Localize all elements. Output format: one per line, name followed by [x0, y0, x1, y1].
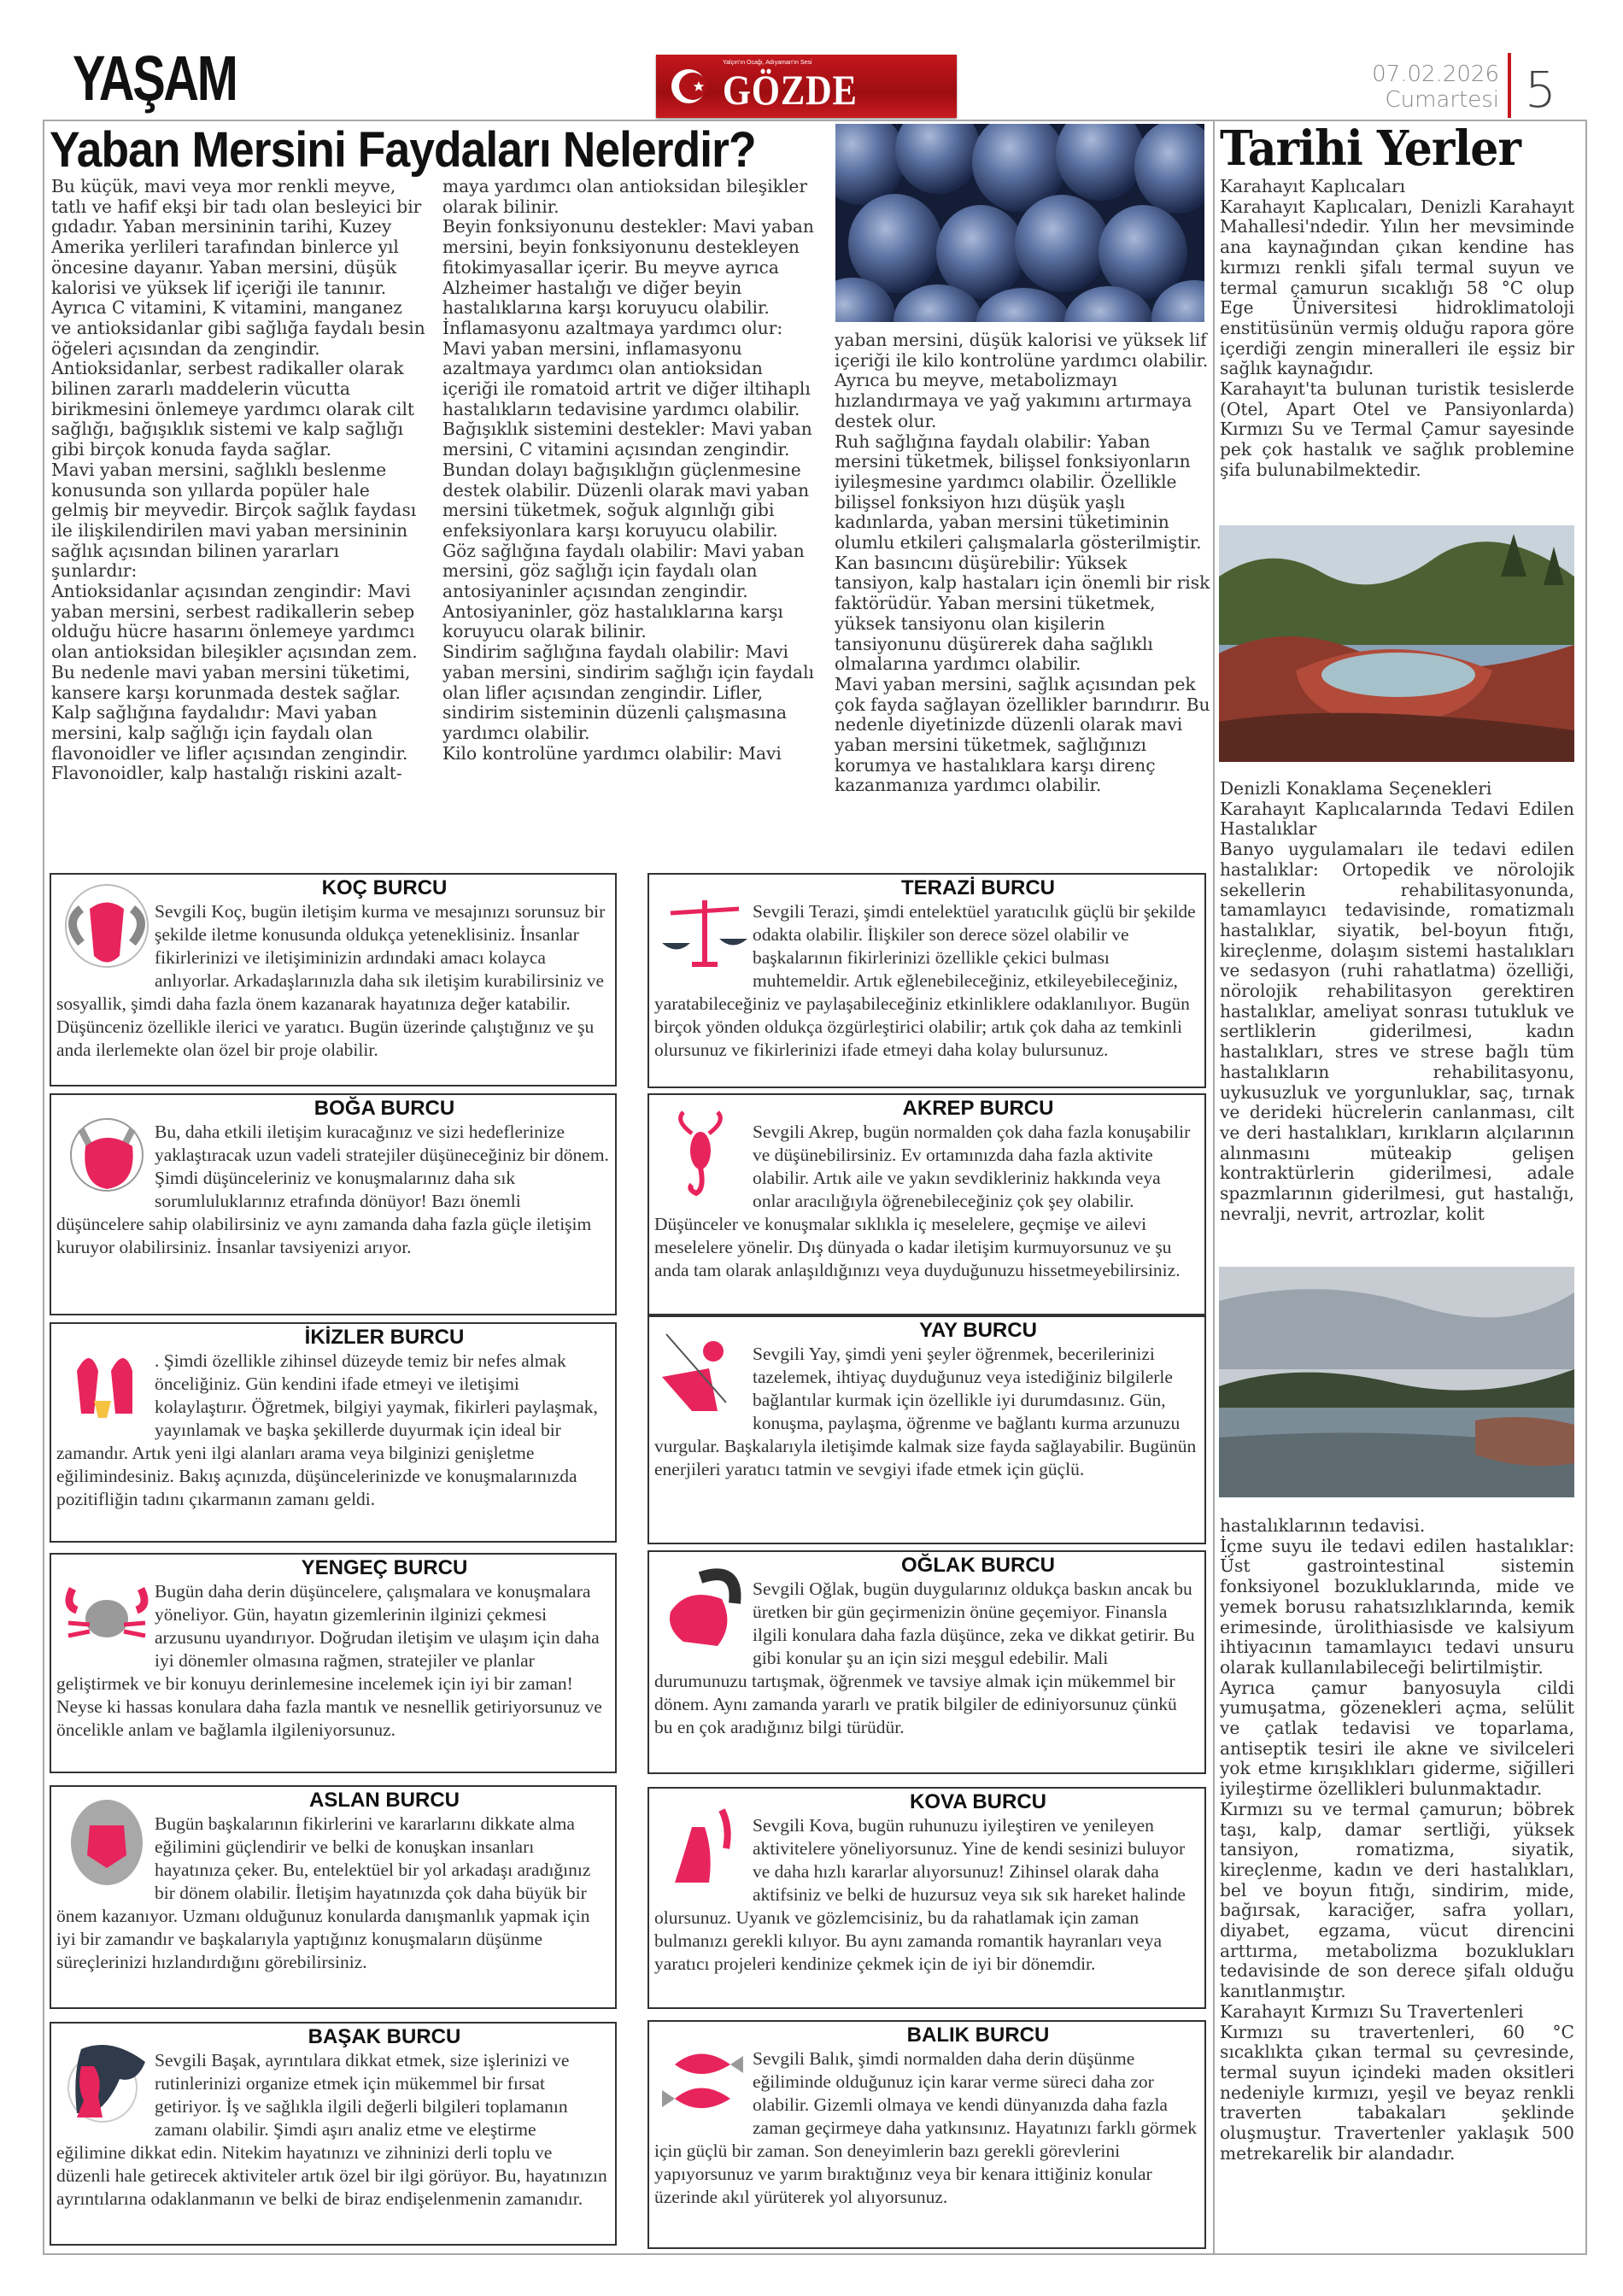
sidebar-text-3: hastalıklarının tedavisi. İçme suyu ile tedavi edilen hastalıklar: Üst gastrointestinal sistemin fonksiyonel bozukluklarında, mide ve yemek borusu rahatsızlıklarında, kemik erimesinde, ürolithiasisde ve kalsiyum ihtiyacının tamamlayıcı tedavi unsuru olarak kullanılabileceği belirtilmiştir. Ayrıca çamur banyosuyla cildi yumuşatma, gözenekleri açma, selülit ve çatlak tedavisi ve toparlama, antiseptik tesiri ile akne ve sivilceleri yok etme kırışıklıkları giderme, siğilleri iyileştirme özellikleri bulunmaktadır. Kırmızı su ve termal çamurun; böbrek taşı, kalp, damar sertliği, yüksek tansiyon, romatizma, siyatik, kireçlenme, kadın ve deri hastalıkları, bel ve boyun fıtığı, sindirim, mide, bağırsak, karaciğer, safra yolları, diyabet, egzama, vücut direncini arttırma, metabolizma bozuklukları tedavisinde de son derece şifalı olduğu kanıtlanmıştır. Karahayıt Kırmızı Su Travertenleri Kırmızı su travertenleri, 60 °C sıcaklıkta çıkan termal su çevresinde, termal suyun içindeki maden oksitleri nedeniyle kırmızı, yeşil ve beyaz renkli traverten tabakaları şeklinde oluşmuştur. Travertenler yaklaşık 500 metrekarelik bir alandadır.	[1220, 1515, 1574, 2164]
sidebar-text-1: Karahayıt Kaplıcaları Karahayıt Kaplıcaları, Denizli Karahayıt Mahallesi'ndedir. Yılın her mevsiminde ana kaynağından çıkan kendine has kırmızı renkli şifalı termal suyun ve termal çamurun sıcaklığı 58 °C olup Ege Üniversitesi hidroklimatoloji enstitüsünün vermiş olduğu rapora göre içerdiği zengin mineralleri ile eşsiz bir sağlık kaynağıdır. Karahayıt'ta bulunan turistik tesislerde (Otel, Apart Otel ve Pansiyonlarda) Kırmızı Su ve Termal Çamur sayesinde pek çok hastalık ve sağlık problemine şifa bulunabilmektedir.	[1220, 176, 1574, 480]
horoscope-title: AKREP BURCU	[902, 1097, 1054, 1120]
horoscope-box	[647, 1093, 1206, 1315]
horoscope-box	[50, 2022, 617, 2246]
sidebar-headline: Tarihi Yerler	[1220, 120, 1521, 177]
horoscope-title: İKİZLER BURCU	[304, 1326, 465, 1349]
horoscope-text: Sevgili Terazi, şimdi entelektüel yaratıcılık güçlü bir şekilde odakta olabilir. İlişkiler son derece sözel olabilir ve başkalarının fikirlerinizi özellikle çekici bulması muhtemeldir. Artık eğlenebileceğiniz, etkileyebileceğiniz, yaratabileceğiniz ve paylaşabileceğiniz etkinliklere odaklanılıyor. Bugün birçok yönden oldukça özgürleştirici olabilir; artık çok daha az temkinli olursunuz ve fikirlerinizi ifade etmeyi daha kolay bulursunuz.	[654, 901, 1196, 1060]
horoscope-text: Bugün başkalarının fikirlerini ve kararlarını dikkate alma eğilimini güçlendirir ve belki de konuşkan insanları hayatınıza çeker. Bu, entelektüel bir yol arkadaşı aradığınız bir dönem olabilir. İletişim hayatınızda çok daha büyük bir önem kazanıyor. Uzmanı olduğunuz konularda danışmanlık yapmak için iyi bir zamandır ve başkalarıyla yaptığınız konuşmaların düşünme süreçlerinizi hızlandırdığını görebilirsiniz.	[56, 1813, 591, 1972]
horoscope-text: Sevgili Akrep, bugün normalden çok daha fazla konuşabilir ve düşünebilirsiniz. Ev ortamınızda daha fazla aktivite olabilir. Artık aile ve yakın sevdikleriniz hakkında veya onlar aracılığıyla öğrenebileceğiniz çok şey olabilir. Düşünceler ve konuşmalar sıklıkla iç meselelere, geçmişe ve ailevi meselelere yönelir. Dış dünyada o kadar iletişim kurmuyorsunuz ve şu anda tam olarak anlaşıldığınızı veya duyduğunuzu hissetmeyebilirsiniz.	[654, 1122, 1191, 1280]
horoscope-title: BAŞAK BURCU	[308, 2025, 461, 2048]
horoscope-box	[647, 873, 1206, 1088]
horoscope-title: YAY BURCU	[919, 1319, 1037, 1342]
date-divider	[1508, 53, 1511, 118]
horoscope-content	[56, 876, 610, 1083]
horoscope-title: BOĞA BURCU	[313, 1097, 455, 1120]
article-column-3: yaban mersini, düşük kalorisi ve yüksek lif içeriği ile kilo kontrolüne yardımcı olabilir. Ayrıca bu meyve, metabolizmayı hızlandırmaya ve yağ yakımını artırmaya destek olur. Ruh sağlığına faydalı olabilir: Yaban mersini tüketmek, bilişsel fonksiyonların iyileşmesine yardımcı olabilir. Özellikle bilişsel fonksiyon hızı düşük yaşlı kadınlarda, yaban mersini tüketiminin olumlu etkileri çalışmalarla gösterilmiştir. Kan basıncını düşürebilir: Yüksek tansiyon, kalp hastaları için önemli bir risk faktörüdür. Yaban mersini tüketmek, yüksek tansiyonu olan kişilerin tansiyonunu düşürerek daha sağlıklı olmalarına yardımcı olabilir. Mavi yaban mersini, sağlık açısından pek çok fayda sağlayan özellikler barındırır. Bu nedenle diyetinizde düzenli olarak mavi yaban mersini tüketmek, sağlığınızı korumya ve hastalıklara karşı direnç kazanmanıza yardımcı olabilir.	[835, 330, 1210, 796]
horoscope-content	[654, 2024, 1199, 2246]
horoscope-title: TERAZİ BURCU	[901, 876, 1055, 899]
horoscope-content	[56, 1097, 610, 1312]
weekday-text: Cumartesi	[1385, 87, 1499, 113]
horoscope-box	[647, 1787, 1206, 2009]
horoscope-text: Sevgili Koç, bugün iletişim kurma ve mesajınızı sorunsuz bir şekilde iletme konusunda oldukça yeteneklisiniz. İnsanlar fikirlerinizi ve iletişiminizin ardındaki amacı kolayca anlıyorlar. Arkadaşlarınızla daha sık iletişim kurabilirsiniz ve sosyallik, şimdi daha fazla önem kazanarak hayatınıza değer katabilir. Düşünceniz özellikle ilerici ve yaratıcı. Bugün üzerinde çalıştığınız ve şu anda ilerlemekte olan özel bir proje olabilir.	[56, 901, 606, 1060]
horoscope-text: Sevgili Oğlak, bugün duygularınız oldukça baskın ancak bu üretken bir gün geçirmenizin önüne geçemiyor. Finansla ilgili konulara daha fazla düşünce, zeka ve dikkat getirir. Bu gibi konular şu an için sizi meşgul edebilir. Mali durumunuzu tartışmak, öğrenmek ve tavsiye almak için mükemmel bir dönem. Aynı zamanda yararlı ve pratik bilgiler de ediniyorsunuz çünkü bu en çok aradığınız bilgi türüdür.	[654, 1578, 1195, 1737]
thermal-pool-image	[1219, 1267, 1574, 1497]
horoscope-content	[654, 1097, 1199, 1312]
horoscope-text: Sevgili Yay, şimdi yeni şeyler öğrenmek, becerilerinizi tazelemek, ihtiyaç duyduğunuz veya istediğiniz bilgilerle bağlantılar kurmak için özellikle iyi durumdasınız. Gün, konuşma, paylaşma, öğrenme ve bağlantı kurma arzunuzu vurgular. Başkalarıyla iletişimde kalmak size fayda sağlayabilir. Bugünün enerjileri yaratıcı tatmin ve sevgiyi ifade etmek için güçlü.	[654, 1344, 1197, 1479]
horoscope-content	[56, 1556, 610, 1770]
logo-tagline: Yalçın'ın Ocağı, Adıyaman'ın Sesi	[723, 60, 812, 66]
horoscope-box	[50, 1322, 617, 1543]
horoscope-title: KOVA BURCU	[910, 1790, 1046, 1813]
horoscope-text: Sevgili Başak, ayrıntılara dikkat etmek, size işlerinizi ve rutinlerinizi organize etmek için mükemmel bir fırsat getiriyor. İş ve sağlıkla ilgili değerli bilgileri toplamanın zamanı olabilir. Şimdi aşırı analiz etme ve eleştirme eğilimine dikkat edin. Nitekim hayatınızı ve zihninizi derli toplu ve düzenli hale getirecek aktiviteler artık özel bir ilgi görüyor. Bu, hayatınızın ayrıntılarına odaklanmanın ve belki de biraz endişelenmenin zamanıdır.	[56, 2050, 607, 2209]
column-divider	[1213, 120, 1215, 2255]
travertine-photo	[1219, 525, 1574, 762]
sidebar-text-2: Denizli Konaklama Seçenekleri Karahayıt Kaplıcalarında Tedavi Edilen Hastalıklar Banyo uygulamaları ile tedavi edilen hastalıklar: Ortopedik ve nörolojik sekellerin rehabilitasyonunda, tamamlayıcı tedavisinde, romatizmalı hastalıklar, siyatik, bel-boyun fıtığı, kireçlenme, dolaşım sistemi hastalıkları ve sedasyon (ruhi rahatlatma) özelliği, nörolojik rehabilitasyon gerektiren hastalıklar, ameliyat sonrası tutukluk ve sertliklerin giderilmesi, kadın hastalıkları, stres ve strese bağlı tüm hastalıkların rehabilitasyonu, uykusuzluk ve yorgunluklar, saç, tırnak ve derideki hücrelerin canlanması, cilt ve deri hastalıkları, kırıkların alçılarının alınmasını müteakip gelişen kontraktürlerin giderilmesi, adale spazmlarının giderilmesi, gut hastalığı, nevralji, nevrit, artrozlar, kolit	[1220, 778, 1574, 1224]
horoscope-box	[647, 1315, 1206, 1544]
horoscope-title: ASLAN BURCU	[309, 1789, 460, 1812]
horoscope-box	[647, 1550, 1206, 1774]
newspaper-logo[interactable]	[656, 55, 957, 118]
crescent-star-icon	[668, 65, 711, 108]
horoscope-text: Sevgili Balık, şimdi normalden daha derin düşünme eğiliminde olduğunuz için karar verme süreci daha zor olabilir. Gizemli olmaya ve kendi dünyanızda daha fazla zaman geçirmeye daha yatkınsınız. Hayatınızı farklı görmek için güçlü bir zaman. Son deneyimlerin bazı gerekli görevlerini yapıyorsunuz ve yarım bıraktığınız veya bir kenara ittiğiniz konular üzerinde akıl yürüterek yol alıyorsunuz.	[654, 2048, 1197, 2207]
horoscope-box	[647, 2020, 1206, 2249]
article-column-2: maya yardımcı olan antioksidan bileşikler olarak bilinir. Beyin fonksiyonunu destekler: Mavi yaban mersini, beyin fonksiyonunu destekleyen fitokimyasallar içerir. Bu meyve ayrıca Alzheimer hastalığı ve diğer beyin hastalıklarına karşı koruyucu olabilir. İnflamasyonu azaltmaya yardımcı olur: Mavi yaban mersini, inflamasyonu azaltmaya yardımcı olan antioksidan içeriği ile romatoid artrit ve diğer iltihaplı hastalıkların tedavisine yardımcı olabilir. Bağışıklık sistemini destekler: Mavi yaban mersini, C vitamini açısından zengindir. Bundan dolayı bağışıklığın güçlenmesine destek olabilir. Düzenli olarak mavi yaban mersini tüketmek, soğuk algınlığı gibi enfeksiyonlara karşı koruyucu olabilir. Göz sağlığına faydalı olabilir: Mavi yaban mersini, göz sağlığı için faydalı olan antosiyaninler açısından zengindir. Antosiyaninler, göz hastalıklarına karşı koruyucu olarak bilinir. Sindirim sağlığına faydalı olabilir: Mavi yaban mersini, sindirim sağlığı için faydalı olan lifler açısından zengindir. Lifler, sindirim sisteminin düzenli çalışmasına yardımcı olabilir. Kilo kontrolüne yardımcı olabilir: Mavi	[442, 176, 814, 764]
horoscope-title: YENGEÇ BURCU	[301, 1556, 468, 1579]
article-column-1: Bu küçük, mavi veya mor renkli meyve, tatlı ve hafif ekşi bir tadı olan besleyici bir gıdadır. Yaban mersininin tarihi, Kuzey Amerika yerlileri tarafından binlerce yıl öncesine dayanır. Yaban mersini, düşük kalorisi ve yüksek lif içeriği ile tanınır. Ayrıca C vitamini, K vitamini, manganez ve antioksidanlar gibi sağlığa faydalı besin öğeleri açısından da zengindir. Antioksidanlar, serbest radikaller olarak bilinen zararlı maddelerin vücutta birikmesini önlemeye yardımcı olarak cilt sağlığı, bağışıklık sistemi ve kalp sağlığı gibi birçok konuda fayda sağlar. Mavi yaban mersini, sağlıklı beslenme konusunda son yıllarda popüler hale gelmiş bir meyvedir. Birçok sağlık faydası ile ilişkilendirilen mavi yaban mersininin sağlık açısından bilinen yararları şunlardır: Antioksidanlar açısından zengindir: Mavi yaban mersini, serbest radikallerin sebep olduğu hücre hasarını önlemeye yardımcı olan antioksidan bileşikler açısından zem. Bu nedenle mavi yaban mersini tüketimi, kansere karşı korunmada destek sağlar. Kalp sağlığına faydalıdır: Mavi yaban mersini, kalp sağlığı için faydalı olan flavonoidler ve lifler açısından zengindir. Flavonoidler, kalp hastalığı riskini azalt-	[51, 176, 425, 784]
horoscope-content	[56, 1789, 610, 2006]
horoscope-box	[50, 1553, 617, 1773]
section-title: YAŞAM	[73, 43, 237, 114]
horoscope-content	[654, 1790, 1199, 2006]
logo-text-group	[723, 60, 882, 113]
horoscope-title: BALIK BURCU	[906, 2024, 1050, 2047]
travertine-image	[1219, 525, 1574, 762]
thermal-pool-photo	[1219, 1267, 1574, 1497]
blueberries-image	[835, 124, 1204, 322]
article-headline: Yaban Mersini Faydaları Nelerdir?	[50, 122, 756, 178]
horoscope-text: . Şimdi özellikle zihinsel düzeyde temiz bir nefes almak önceliğiniz. Gün kendini ifade etmeyi ve iletişimi kolaylaştırır. Öğretmek, bilgiyi yaymak, fikirleri paylaşmak, yayınlamak ve başka şekillerde duyurmak için ideal bir zamandır. Artık yeni ilgi alanları arama veya bilginizi genişletme eğilimindesiniz. Bakış açınızda, düşüncelerinizde ve konuşmalarınızda pozitifliğin tadını çıkarmanın zamanı geldi.	[56, 1350, 598, 1509]
horoscope-box	[50, 1785, 617, 2009]
horoscope-content	[654, 1554, 1199, 1771]
horoscope-box	[50, 873, 617, 1086]
horoscope-content	[654, 1319, 1199, 1541]
horoscope-text: Sevgili Kova, bugün ruhunuzu iyileştiren ve yenileyen aktivitelere yöneliyorsunuz. Yine de kendi sesinizi buluyor ve daha hızlı kararlar alıyorsunuz! Zihinsel olarak daha aktifsiniz ve belki de huzursuz veya sık sık hareket halinde olursunuz. Uyanık ve gözlemcisiniz, bu da rahatlamak için zaman bulmanızı gerekli kılıyor. Bu aynı zamanda romantik hayranları veya yaratıcı projeleri kendinize çekmek için de iyi bir dönemdir.	[654, 1815, 1186, 1974]
horoscope-content	[654, 876, 1199, 1085]
date-text: 07.02.2026	[1372, 62, 1499, 87]
horoscope-text: Bu, daha etkili iletişim kuracağınız ve sizi hedeflerinize yaklaştıracak uzun vadeli stratejiler düşüneceğiniz bir dönem. Şimdi düşünceleriniz ve konuşmalarınız daha sık sorumluluklarınız etrafında dönüyor! Bazı önemli düşüncelere sahip olabilirsiniz ve aynı zamanda daha fazla güçle iletişim kuruyor olabilirsiniz. İnsanlar tavsiyenizi arıyor.	[56, 1122, 609, 1257]
blueberries-photo	[835, 124, 1204, 322]
horoscope-box	[50, 1093, 617, 1315]
horoscope-title: KOÇ BURCU	[321, 876, 448, 899]
horoscope-content	[56, 1326, 610, 1539]
horoscope-text: Bugün daha derin düşüncelere, çalışmalara ve konuşmalara yöneliyor. Gün, hayatın gizemlerinin ilginizi çekmesi arzusunu uyandırıyor. Doğrudan iletişim ve ulaşım için daha iyi dönemler olmasına rağmen, stratejiler ve planlar geliştirmek ve bir konuyu derinlemesine incelemek için iyi bir zaman! Neyse ki hassas konulara daha fazla mantık ve nesnellik getiriyorsunuz ve öncelikle anlam ve bağlamla ilgileniyorsunuz.	[56, 1581, 602, 1740]
horoscope-title: OĞLAK BURCU	[901, 1554, 1055, 1577]
page-number: 5	[1525, 61, 1556, 119]
horoscope-content	[56, 2025, 610, 2242]
issue-date	[1358, 62, 1499, 113]
logo-wordmark: GÖZDE	[723, 66, 858, 114]
